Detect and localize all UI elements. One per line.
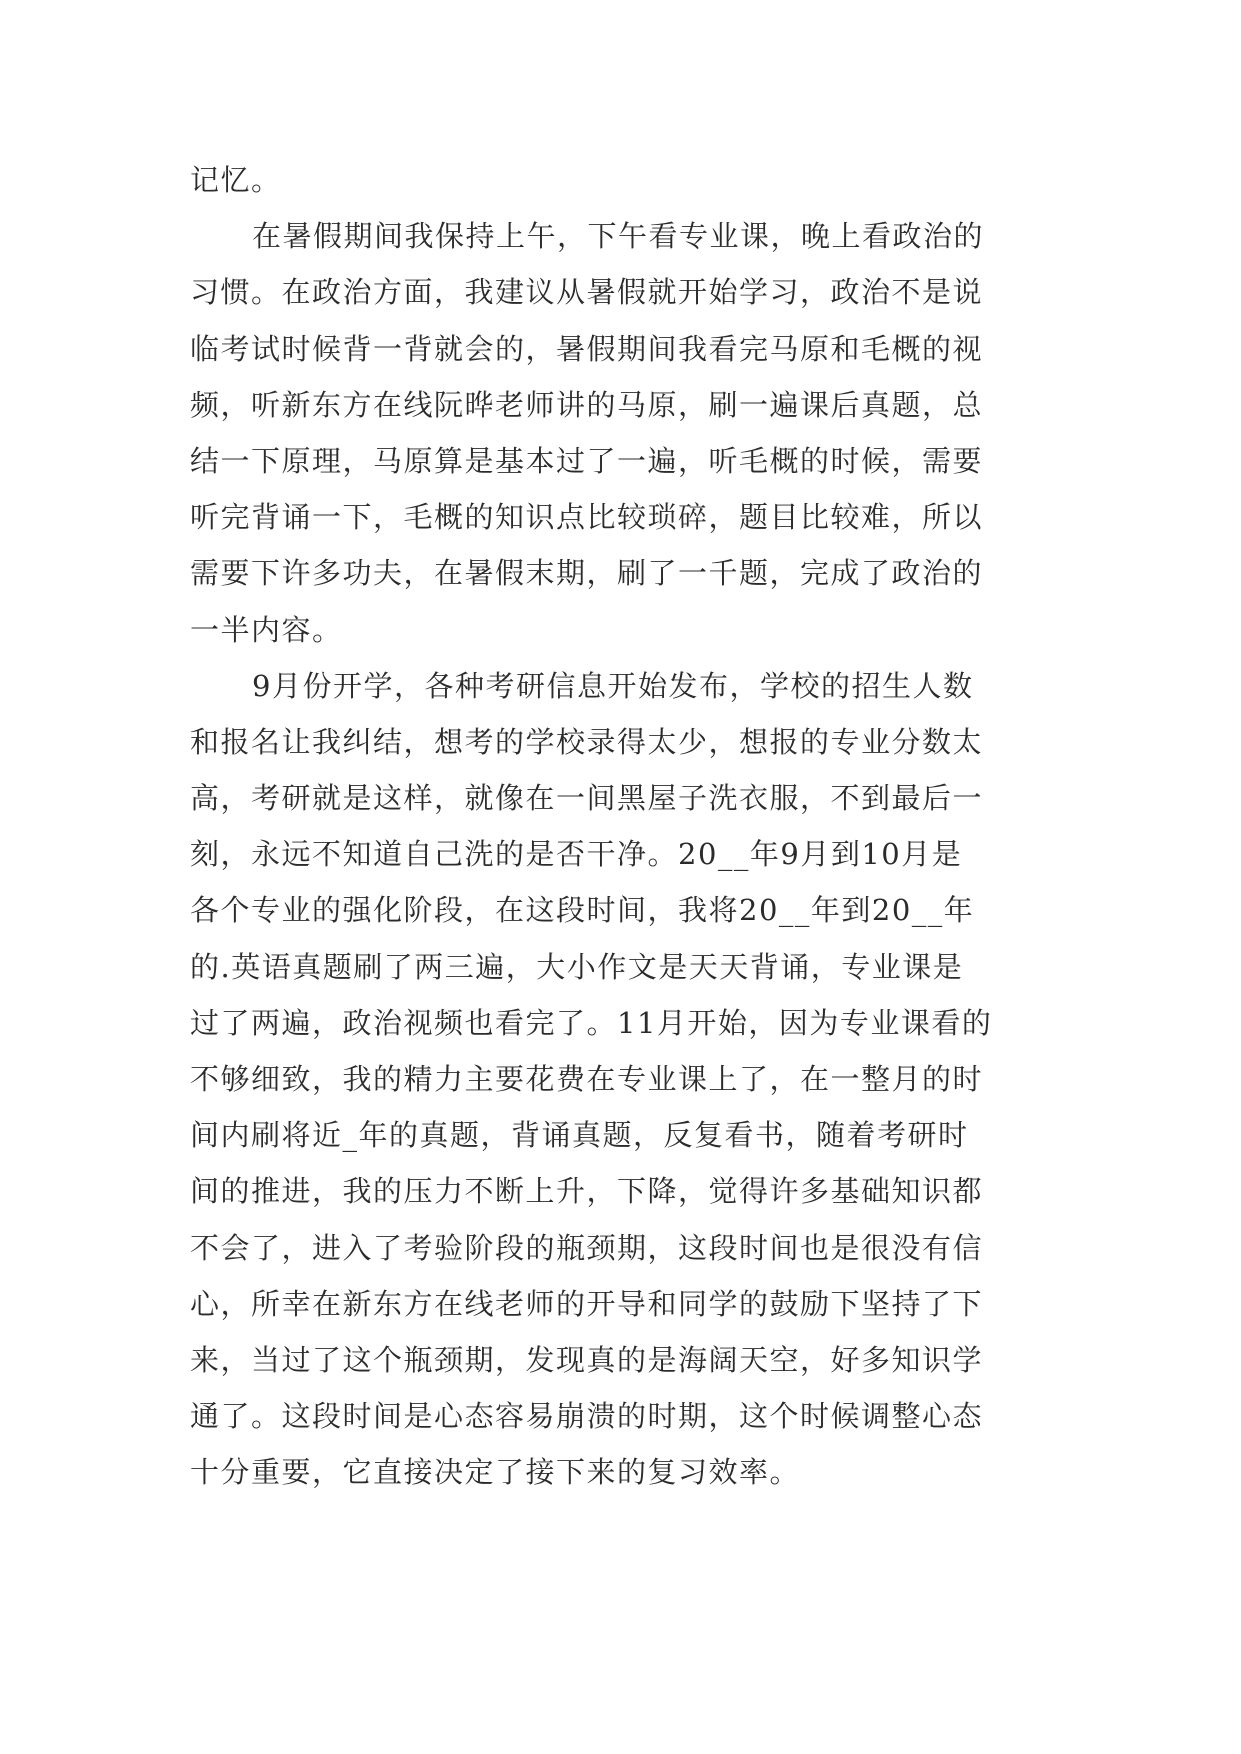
text-line: 记忆。 (190, 163, 282, 197)
text-line: 间内刷将近_年的真题，背诵真题，反复看书，随着考研时 (190, 1118, 969, 1153)
text-line: 过了两遍，政治视频也看完了。11月开始，因为专业课看的 (190, 1005, 993, 1040)
text-line: 结一下原理，马原算是基本过了一遍，听毛概的时候，需要 (190, 443, 984, 478)
text-line: 的.英语真题刷了两三遍，大小作文是天天背诵，专业课是 (190, 949, 964, 984)
text-line: 通了。这段时间是心态容易崩溃的时期，这个时候调整心态 (190, 1399, 984, 1434)
text-line: 十分重要，它直接决定了接下来的复习效率。 (190, 1455, 801, 1490)
text-line: 一半内容。 (190, 612, 343, 647)
text-line: 刻，永远不知道自己洗的是否干净。20__年9月到10月是 (190, 837, 963, 872)
text-line: 不会了，进入了考验阶段的瓶颈期，这段时间也是很没有信 (190, 1230, 984, 1265)
text-line: 高，考研就是这样，就像在一间黑屋子洗衣服，不到最后一 (190, 781, 984, 816)
text-line: 各个专业的强化阶段，在这段时间，我将20__年到20__年 (190, 893, 975, 928)
text-line: 频，听新东方在线阮晔老师讲的马原，刷一遍课后真题，总 (190, 387, 984, 422)
paragraph-first-line: 9月份开学，各种考研信息开始发布，学校的招生人数 (252, 668, 974, 703)
text-line: 间的推进，我的压力不断上升，下降，觉得许多基础知识都 (190, 1174, 984, 1209)
text-line: 听完背诵一下，毛概的知识点比较琐碎，题目比较难，所以 (190, 500, 984, 535)
text-line: 习惯。在政治方面，我建议从暑假就开始学习，政治不是说 (190, 275, 984, 310)
body-text (190, 152, 1060, 1501)
text-line: 临考试时候背一背就会的，暑假期间我看完马原和毛概的视 (190, 331, 984, 366)
text-line: 需要下许多功夫，在暑假末期，刷了一千题，完成了政治的 (190, 556, 984, 591)
text-line: 心，所幸在新东方在线老师的开导和同学的鼓励下坚持了下 (190, 1286, 984, 1321)
text-line: 不够细致，我的精力主要花费在专业课上了，在一整月的时 (190, 1062, 984, 1096)
text-line: 和报名让我纠结，想考的学校录得太少，想报的专业分数太 (190, 724, 984, 759)
text-line: 来，当过了这个瓶颈期，发现真的是海阔天空，好多知识学 (190, 1342, 984, 1377)
paragraph-first-line: 在暑假期间我保持上午，下午看专业课，晚上看政治的 (252, 219, 985, 254)
